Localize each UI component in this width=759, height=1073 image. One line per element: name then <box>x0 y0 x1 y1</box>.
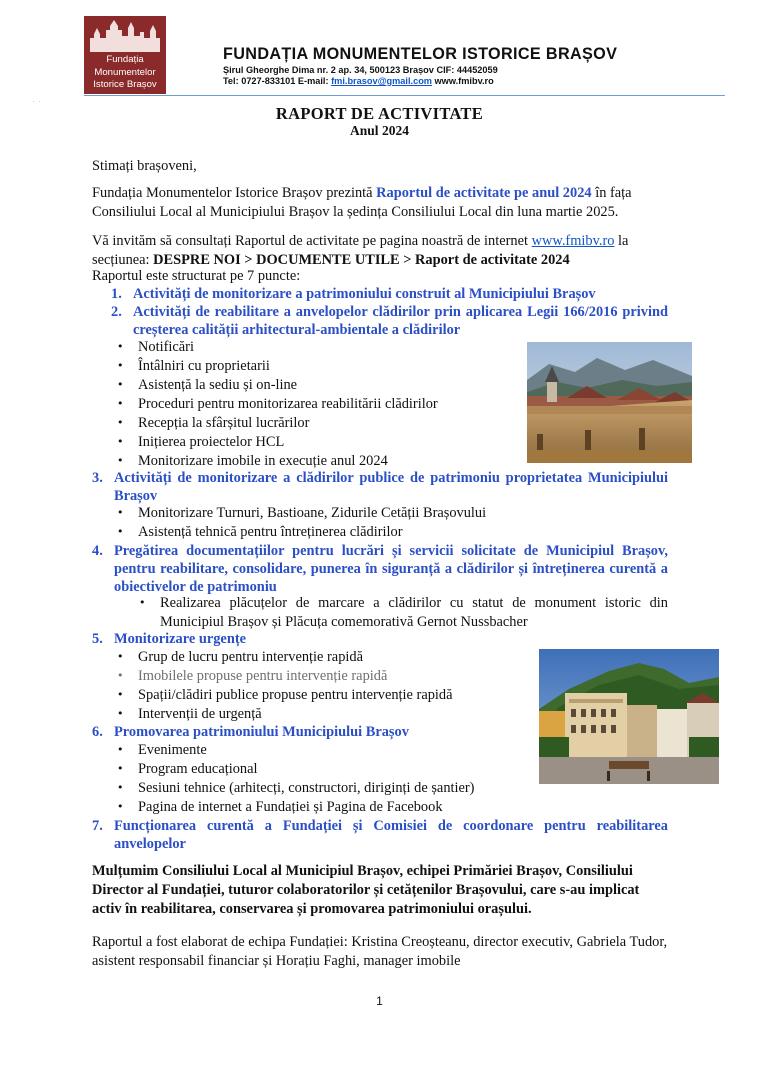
header-divider <box>84 95 725 96</box>
foundation-contact <box>223 76 494 86</box>
foundation-address: Șirul Gheorghe Dima nr. 2 ap. 34, 500123 Brașov CIF: 44452059 <box>223 65 498 75</box>
invite-text: la secțiunea: <box>92 233 629 268</box>
thanks-paragraph: Mulțumim Consiliului Local al Municipiul Brașov, echipei Primăriei Brașov, Consiliului Director al Fundației, tuturor colaboratorilor și cetățenilor Brașovului, care s-au implicat activ în reabilitarea, conservarea și promovarea patrimoniului orașului. <box>92 863 640 917</box>
list-item: • Grup de lucru pentru intervenție rapidă <box>138 648 363 667</box>
section-number: 2. <box>111 304 122 320</box>
intro-paragraph <box>92 184 668 221</box>
authors-paragraph: Raportul a fost elaborat de echipa Fundației: Kristina Creoșteanu, director executiv, Gabriela Tudor, asistent responsabil financiar și Horațiu Faghi, manager imobile <box>92 934 668 969</box>
report-highlight: Raportul de activitate pe anul 2024 <box>376 185 592 201</box>
section-4 <box>92 542 668 596</box>
list-item: • Monitorizare Turnuri, Bastioane, Zidurile Cetății Brașovului <box>138 504 486 523</box>
section-2 <box>111 303 668 339</box>
section-1 <box>111 285 668 303</box>
section-number: 1. <box>111 286 122 302</box>
list-item: • Proceduri pentru monitorizarea reabilitării clădirilor <box>138 395 438 414</box>
logo-text-line: Fundația <box>106 54 144 65</box>
logo-text-line: Monumentelor <box>94 66 156 78</box>
margin-dots: .. <box>33 98 44 104</box>
section-title: Monitorizare urgențe <box>114 631 247 647</box>
list-item: • Imobilele propuse pentru intervenție rapidă <box>138 667 387 686</box>
section-title: Activități de reabilitare a anvelopelor clădirilor prin aplicarea Legii 166/2016 privind creșterea calității arhitectural-ambientale a clădirilor <box>133 304 668 338</box>
intro-text: Fundația Monumentelor Istorice Brașov prezintă <box>92 185 377 201</box>
foundation-name: FUNDAȚIA MONUMENTELOR ISTORICE BRAȘOV <box>223 45 618 63</box>
greeting: Stimați brașoveni, <box>92 158 197 174</box>
list-item: • Spații/clădiri publice propuse pentru intervenție rapidă <box>138 686 453 705</box>
website-link[interactable]: www.fmibv.ro <box>531 233 615 249</box>
section-3 <box>92 469 668 505</box>
list-item: • Monitorizare imobile in execuție anul 2024 <box>138 452 388 471</box>
document-subtitle: Anul 2024 <box>350 123 409 138</box>
list-item: • Pagina de internet a Fundației și Pagina de Facebook <box>138 798 443 817</box>
section-title: Activități de monitorizare a clădirilor publice de patrimoniu proprietatea Municipiului Brașov <box>114 470 668 504</box>
section-number: 5. <box>92 631 103 647</box>
brasov-rooftops-photo <box>527 342 692 463</box>
list-item: • Notificări <box>138 338 194 357</box>
list-item: • Program educațional <box>138 760 257 779</box>
list-item: • Sesiuni tehnice (arhitecți, constructori, diriginți de șantier) <box>138 779 474 798</box>
section-number: 6. <box>92 724 103 740</box>
phone-text: Tel: 0727-833101 E-mail: <box>223 76 332 86</box>
list-item: • Asistență la sediu și on-line <box>138 376 297 395</box>
intro-text: în fața Consiliului Local al Municipiului Brașov la ședința Consiliului Local din luna martie 2025. <box>92 185 632 220</box>
section-title: Pregătirea documentațiilor pentru lucrări și servicii solicitate de Municipiul Brașov, pentru reabilitare, consolidare, punerea în siguranță a clădirilor și întreținerea curentă a obiectivelor de patrimoniu <box>114 543 668 595</box>
invite-paragraph <box>92 232 668 269</box>
page-number: 1 <box>376 994 383 1008</box>
section-number: 7. <box>92 818 103 834</box>
list-item: • Intervenții de urgență <box>138 705 262 724</box>
list-item: • Evenimente <box>138 741 207 760</box>
section-number: 3. <box>92 470 103 486</box>
list-item: • Inițierea proiectelor HCL <box>138 433 284 452</box>
section-title: Promovarea patrimoniului Municipiului Brașov <box>114 724 409 740</box>
invite-text: Vă invităm să consultați Raportul de activitate pe pagina noastră de internet <box>92 233 532 249</box>
section-title: Funcționarea curentă a Fundației și Comisiei de coordonare pentru reabilitarea anvelopelor <box>114 818 668 852</box>
logo-text-line: Istorice Brașov <box>93 79 157 91</box>
list-item: • Recepția la sfârșitul lucrărilor <box>138 414 309 433</box>
list-item: • Întâlniri cu proprietarii <box>138 357 270 376</box>
document-path: DESPRE NOI > DOCUMENTE UTILE > Raport de activitate 2024 <box>153 251 570 268</box>
email-link[interactable]: fmi.brasov@gmail.com <box>331 76 432 86</box>
section-7 <box>92 817 668 853</box>
foundation-logo <box>84 16 166 94</box>
section-6 <box>92 723 668 741</box>
section-title: Activități de monitorizare a patrimoniului construit al Municipiului Brașov <box>133 286 596 302</box>
website-text: www.fmibv.ro <box>431 76 494 86</box>
document-title: RAPORT DE ACTIVITATE <box>275 104 484 123</box>
list-item: • Asistență tehnică pentru întreținerea clădirilor <box>138 523 403 542</box>
council-square-photo <box>539 649 719 784</box>
section-number: 4. <box>92 543 103 559</box>
list-item: • Realizarea plăcuțelor de marcare a clădirilor cu statut de monument istoric din Municipiul Brașov și Plăcuța comemorativă Gernot Nussbacher <box>160 594 668 632</box>
structure-intro: Raportul este structurat pe 7 puncte: <box>92 268 301 284</box>
section-5 <box>92 630 668 648</box>
